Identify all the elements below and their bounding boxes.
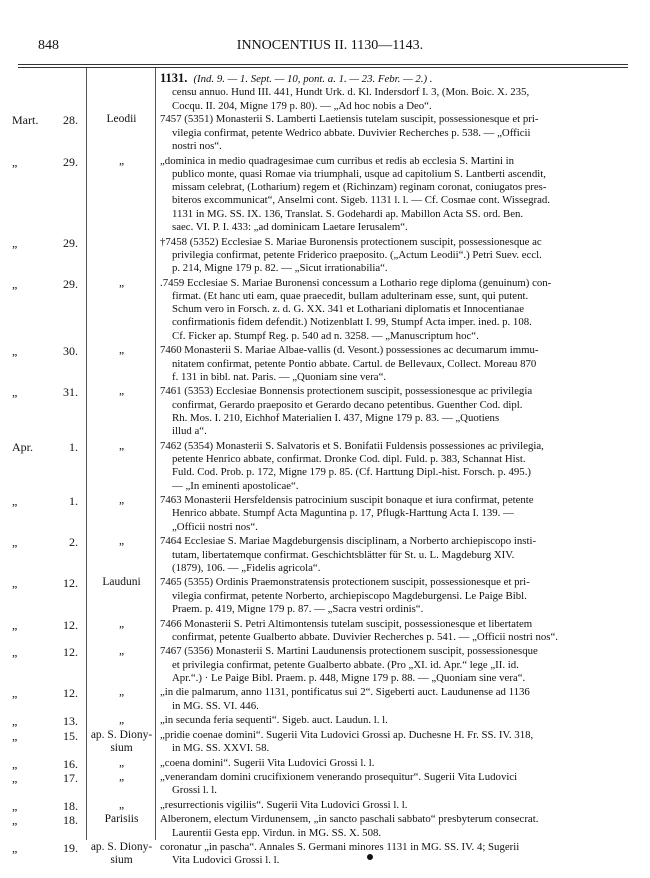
entry-month: Mart. [12, 113, 39, 128]
entry-text [160, 841, 622, 868]
entry-day: 18. [63, 798, 78, 813]
entry-text [160, 385, 622, 438]
year-heading: 1131. [160, 72, 188, 85]
entry-day: 2. [69, 535, 78, 550]
year-meta: (Ind. 9. — 1. Sept. — 10, pont. a. 1. — 23. Febr. — 2.) . [193, 73, 433, 85]
entry-line: Alberonem, electum Virdunensem, „in sancto paschali sabbato“ presbyterum consecrat. [160, 813, 539, 826]
entry-day: 18. [63, 813, 78, 828]
entry-line: biteros excommunicat“, Anselmi cont. Sigeb. 1131 l. l. — Cf. Cosmae cont. Wissegrad. [172, 194, 550, 207]
entry-month: „ [12, 154, 18, 169]
entry-place-line: „ [118, 276, 125, 289]
entry-line: 7461 (5353) Ecclesiae Bonnensis protectionem suscipit, possessionesque ac privilegia [160, 385, 533, 398]
entry-text [160, 113, 622, 153]
entry-text [160, 799, 622, 812]
entry-line: Praem. p. 419, Migne 179 p. 87. — „Sacra vestri ordinis“. [172, 602, 424, 615]
entry-text [160, 236, 622, 276]
entry-line: p. 214, Migne 179 p. 82. — „Sicut irrationabilia“. [172, 262, 388, 275]
entry-place [90, 771, 153, 784]
entry-text [160, 618, 622, 645]
entry-month: „ [12, 798, 18, 813]
entry-month: „ [12, 645, 18, 660]
entry-day: 17. [63, 771, 78, 785]
entry-line: f. 131 in bibl. nat. Paris. — „Quoniam sine vera“. [172, 370, 387, 383]
entry-line: 1131 in MG. SS. IX. 136, Translat. S. Godehardi ap. Mabillon Acta SS. ord. Ben. [172, 207, 524, 220]
entry-month: „ [12, 728, 18, 743]
entry-line: tutam, libertatemque confirmat. Geschichtsblätter für St. u. L. Magdeburg XIV. [172, 548, 515, 561]
entry-day: 12. [63, 686, 78, 701]
entry-place-line: „ [118, 617, 125, 630]
entry-place [90, 440, 153, 453]
entry-line: missam celebrat, (Lotharium) regem et (Richinzam) reginam coronat, coniugatos pres- [172, 181, 547, 194]
entry-text [160, 344, 622, 384]
entry-month: „ [12, 686, 18, 701]
entry-line: confirmat, Gerardo praeposito et Gerardo decano petentibus. Guenther Cod. dipl. [172, 398, 523, 411]
entry-line: in MG. SS. VI. 446. [172, 699, 259, 712]
entry-line: saec. VI. P. I. 433: „ad dominicam Laetare Ierusalem“. [172, 220, 408, 233]
entry-line: „pridie coenae domini“. Sugerii Vita Ludovici Grossi ap. Duchesne H. Fr. SS. IV. 318, [160, 728, 534, 741]
entry-place-line: „ [118, 344, 125, 357]
entry-place-line: Leodii [106, 113, 137, 126]
entry-line: Laurentii Gesta epp. Virdun. in MG. SS. X. 508. [172, 826, 382, 839]
entry-line: 7467 (5356) Monasterii S. Martini Laudunensis protectionem suscipit, possessionesque [160, 645, 538, 658]
entry-line: coronatur „in pascha“. Annales S. Germani minores 1131 in MG. SS. IV. 4; Sugerii [160, 841, 520, 854]
entry-line: firmat. (Et hanc uti eam, quae praecedit, bullam adulterinam esse, sunt, qui putent. [172, 289, 529, 302]
entry-line: — „In eminenti apostolicae“. [172, 479, 299, 492]
entry-day: 28. [63, 113, 78, 128]
entry-day: 1. [69, 494, 78, 509]
entry-place-line: „ [118, 385, 125, 398]
entry-day: 12. [63, 645, 78, 660]
entry-month: „ [12, 576, 18, 591]
entry-line: Grossi l. l. [172, 784, 217, 797]
entry-line: Henrico abbate. Stumpf Acta Maguntina p. 17, Pflugk-Harttung Acta I. 139. — [172, 507, 514, 520]
entry-place-line: „ [118, 439, 125, 452]
entry-line: et privilegia confirmat, petente Gualberto abbate. (Pro „XI. id. Apr.“ lege „II. id. [172, 658, 519, 671]
entry-month: „ [12, 235, 18, 250]
intro-line: Cocqu. II. 204, Migne 179 p. 80). — „Ad hoc nobis a Deo“. [172, 99, 432, 112]
entry-month: „ [12, 385, 18, 400]
entry-text [160, 813, 622, 840]
entry-text [160, 729, 622, 756]
entry-place [90, 799, 153, 812]
entry-line: „venerandam domini crucifixionem venerando prosequitur“. Sugerii Vita Ludovici [160, 771, 518, 783]
header-rule [18, 64, 628, 65]
entry-place-line: Parisiis [104, 813, 139, 826]
entry-place [90, 535, 153, 548]
ink-blot [367, 854, 373, 860]
entry-month: „ [12, 756, 18, 771]
entry-text [160, 576, 622, 616]
entry-day: 31. [63, 385, 78, 400]
entry-text [160, 535, 622, 575]
column-divider-date [86, 68, 87, 840]
entry-day: 16. [63, 756, 78, 771]
entry-line: Vita Ludovici Grossi l. l. [172, 854, 280, 867]
entry-place-line: Lauduni [102, 576, 141, 589]
entry-place [90, 385, 153, 398]
entry-place [90, 113, 153, 126]
entry-place [90, 645, 153, 658]
running-title: INNOCENTIUS II. 1130—1143. [236, 38, 424, 53]
entry-month: „ [12, 841, 18, 856]
entry-text [160, 757, 622, 770]
entry-text [160, 440, 622, 493]
entry-text [160, 645, 622, 685]
entry-line: „in secunda feria sequenti“. Sigeb. auct. Laudun. l. l. [160, 714, 388, 727]
entry-place [90, 757, 153, 770]
entry-line: vilegia confirmat, petente Norberto, archiepiscopo Magdeburgensi. Le Paige Bibl. [172, 589, 527, 602]
entry-month: „ [12, 535, 18, 550]
entry-place [90, 686, 153, 699]
entry-text [160, 686, 622, 713]
entry-line: „resurrectionis vigiliis“. Sugerii Vita Ludovici Grossi l. l. [160, 798, 408, 811]
entry-line: 7460 Monasterii S. Mariae Albae-vallis (d. Vesont.) possessiones ac decumarum immu- [160, 344, 539, 357]
entry-month: „ [12, 771, 18, 785]
entry-line: 7463 Monasterii Hersfeldensis patrocinium suscipit bonaque et iura confirmat, petente [160, 494, 534, 507]
entry-line: „coena domini“. Sugerii Vita Ludovici Grossi l. l. [160, 756, 375, 769]
entry-place-line: „ [118, 756, 125, 769]
entry-line: petente Henrico abbate, confirmat. Dronke Cod. dipl. Fuld. p. 383, Schannat Hist. [172, 453, 526, 466]
entry-text [160, 277, 622, 343]
entry-line: 7457 (5351) Monasterii S. Lamberti Laetiensis tutelam suscipit, possessionesque et pri- [160, 113, 539, 126]
entry-line: 7465 (5355) Ordinis Praemonstratensis protectionem suscipit, possessionesque et pri- [160, 576, 530, 589]
entry-month: „ [12, 714, 18, 729]
entry-day: 29. [63, 276, 78, 291]
header-rule-double [18, 67, 628, 68]
entry-day: 19. [63, 841, 78, 856]
entry-month: „ [12, 344, 18, 359]
entry-line: .7459 Ecclesiae S. Mariae Buronensi concessum a Lothario rege diploma (genuinum) con- [160, 276, 552, 289]
entry-month: „ [12, 617, 18, 632]
entry-place-line: „ [118, 645, 125, 658]
entry-line: „dominica in medio quadragesimae cum curribus et redis ab ecclesia S. Martini in [160, 154, 515, 167]
entry-month: Apr. [12, 439, 33, 454]
entry-day: 15. [63, 728, 78, 743]
entry-place-line: sium [110, 741, 133, 754]
entry-day: 12. [63, 617, 78, 632]
entry-place-line: „ [118, 798, 125, 811]
entry-line: Fuld. Cod. Prob. p. 172, Migne 179 p. 85. (Cf. Harttung Dipl.-hist. Forsch. p. 495.) [172, 466, 531, 479]
entry-place [90, 344, 153, 357]
entry-place-line: „ [118, 686, 125, 699]
entry-month: „ [12, 494, 18, 509]
entry-line: in MG. SS. XXVI. 58. [172, 741, 270, 754]
entry-line: Schum vero in Forsch. z. d. G. XX. 341 et Lothariani diplomatis et Innocentianae [172, 303, 525, 316]
entry-line: Rh. Mos. I. 210, Eichhof Materialien I. 437, Migne 179 p. 83. — „Quotiens [172, 411, 500, 424]
entry-day: 29. [63, 235, 78, 250]
year-intro-text [160, 72, 622, 113]
entry-day: 1. [69, 439, 78, 454]
entry-line: 7466 Monasterii S. Petri Altimontensis tutelam suscipit, possessionesque et libertatem [160, 617, 533, 630]
entry-line: Cf. Ficker ap. Stumpf Reg. p. 540 ad n. 3258. — „Manuscriptum hoc“. [172, 329, 479, 342]
entry-line: confirmat, petente Gualberto abbate. Duvivier Recherches p. 541. — „Officii nostri nos“. [172, 630, 558, 643]
entry-month: „ [12, 276, 18, 291]
entry-place [90, 277, 153, 290]
entry-place [90, 618, 153, 631]
entry-line: nostri nos“. [172, 139, 222, 152]
entry-day: 30. [63, 344, 78, 359]
entry-line: 7462 (5354) Monasterii S. Salvatoris et S. Bonifatii Fuldensis possessiones ac privilegia, [160, 439, 544, 452]
entry-day: 12. [63, 576, 78, 591]
entry-month: „ [12, 813, 18, 828]
entry-line: illud a“. [172, 425, 207, 438]
entry-place [90, 841, 153, 867]
entry-line: „in die palmarum, anno 1131, pontificatus sui 2“. Sigeberti auct. Laudunense ad 1136 [160, 686, 530, 699]
column-divider-place [155, 68, 156, 840]
intro-line: censu annuo. Hund III. 441, Hundt Urk. d. Kl. Indersdorf I. 3, (Mon. Boic. X. 235, [172, 86, 530, 99]
entry-line: nitatem confirmat, petente Pontio abbate. Cartul. de Bellevaux, Collect. Moreau 870 [172, 357, 537, 370]
entry-place [90, 155, 153, 168]
entry-place-line: „ [118, 494, 125, 507]
page-header [38, 38, 622, 58]
page-number: 848 [38, 38, 59, 53]
entry-line: vilegia confirmat, petente Wedrico abbate. Duvivier Recherches p. 538. — „Officii [172, 126, 531, 139]
entry-place [90, 714, 153, 727]
entry-line: Apr.“.) · Le Paige Bibl. Praem. p. 448, Migne 179 p. 88. — „Quoniam sine vera“. [172, 671, 526, 684]
entry-place-line: „ [118, 714, 125, 727]
entry-place-line: „ [118, 771, 125, 783]
entry-line: publico monte, quasi Romae via triumphali, usque ad capitolium S. Lantberti ascendit, [172, 167, 546, 180]
entry-text [160, 714, 622, 727]
entry-text [160, 771, 622, 798]
entry-place [90, 576, 153, 589]
entry-place-line: ap. S. Diony- [90, 841, 153, 854]
entry-place-line: sium [110, 854, 133, 867]
entry-line: 7464 Ecclesiae S. Mariae Magdeburgensis disciplinam, a Norberto archiepiscopo insti- [160, 535, 537, 548]
entry-line: †7458 (5352) Ecclesiae S. Mariae Buronensis protectionem suscipit, possessionesque ac [160, 235, 542, 248]
entry-day: 29. [63, 154, 78, 169]
entry-place-line: ap. S. Diony- [90, 728, 153, 741]
entry-place-line: „ [118, 535, 125, 548]
entry-line: privilegia confirmat, petente Friderico praeposito. („Actum Leodii“.) Petri Suev. eccl. [172, 248, 542, 261]
entry-line: (1879), 106. — „Fidelis agricola“. [172, 561, 321, 574]
entry-place [90, 494, 153, 507]
entry-text [160, 155, 622, 235]
entry-place [90, 729, 153, 755]
entry-place-line: „ [118, 154, 125, 167]
entry-place [90, 813, 153, 826]
entry-line: confirmationis fidem defendit.) Notizenblatt I. 99, Stumpf Acta imper. ined. p. 108. [172, 316, 532, 329]
entry-day: 13. [63, 714, 78, 729]
entry-line: „Officii nostri nos“. [172, 520, 258, 533]
entry-text [160, 494, 622, 534]
